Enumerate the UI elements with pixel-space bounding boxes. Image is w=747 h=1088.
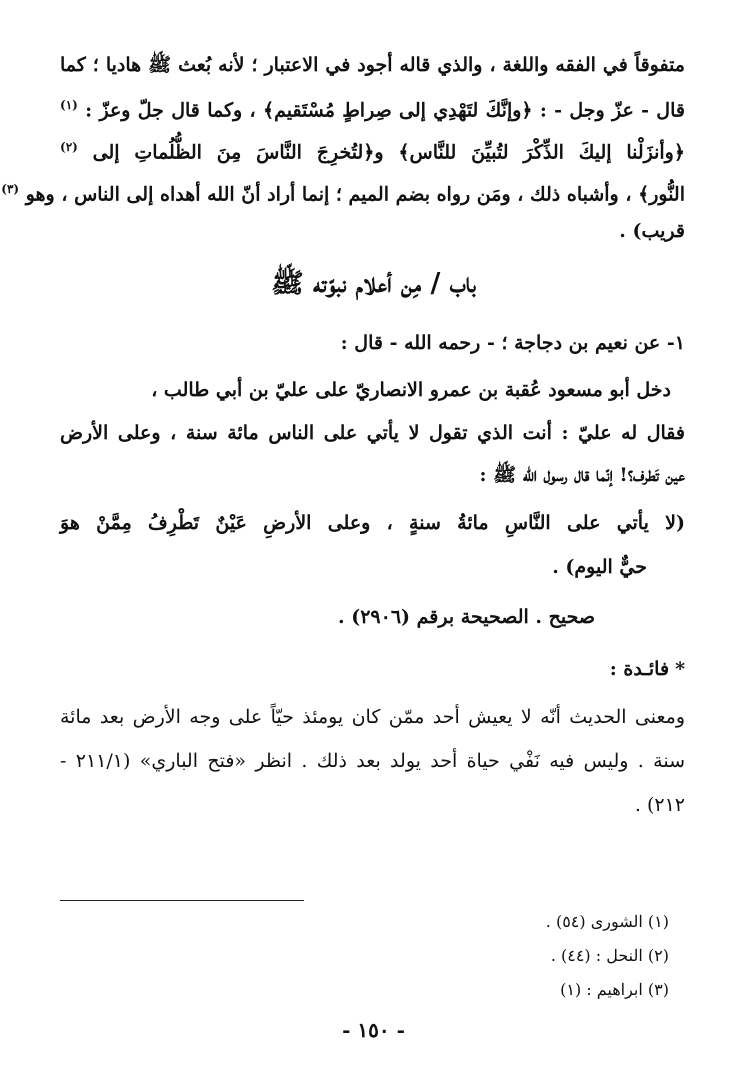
benefit-title [60, 654, 685, 684]
footnote-3: (٣) ابراهيم : (١) [560, 980, 669, 999]
footnote-divider [60, 900, 304, 901]
quote-line-2: حيٌّ اليوم) . [552, 556, 647, 578]
narration-line-1: دخل أبو مسعود عُقبة بن عمرو الانصاريّ على عليّ بن أبي طالب ، [151, 379, 671, 401]
narration-line-2: فقال له عليّ : أنت الذي تقول لا يأتي على الناس مائة سنة ، وعلى الأرض [60, 422, 685, 444]
footnote-mark-1: (١) [60, 98, 78, 112]
grading-line: صحيح . الصحيحة برقم (٢٩٠٦) . [337, 606, 595, 628]
narration-line-3: عين تَطرف؟! إنّما قال رسول الله ﷺ : [479, 464, 685, 486]
footnote-1: (١) الشورى (٥٤) . [545, 912, 669, 931]
benefit-line-1: ومعنى الحديث أنّه لا يعيش أحد ممّن كان يومئذ حيّاً على وجه الأرض بعد مائة [60, 706, 685, 728]
paragraph-line-1: متفوقاً في الفقه واللغة ، والذي قاله أجود في الاعتبار ؛ لأنه بُعث ﷺ هاديا ؛ كما [60, 54, 685, 76]
section-heading: باب / مِن أعلام نبوّته ﷺ [271, 268, 476, 299]
paragraph-line-3 [60, 132, 685, 167]
quote-line-1: (لا يأتي على النَّاسِ مائةُ سنةٍ ، وعلى الأرضِ عَيْنٌ تَطْرِفُ مِمَّنْ هوَ [60, 512, 685, 534]
paragraph-line-4 [1, 174, 685, 209]
benefit-title-text: فائـدة : [609, 658, 670, 680]
hadith-number-line: ١- عن نعيم بن دجاجة ؛ - رحمه الله - قال : [340, 332, 685, 354]
paragraph-line-4-text: النُّور﴾ ، وأشباه ذلك ، ومَن رواه بضم الميم ؛ إنما أراد أنّ الله أهداه إلى الناس ، وهو [25, 183, 685, 206]
paragraph-line-2 [60, 90, 685, 125]
star-icon: * [675, 658, 685, 680]
footnote-mark-2: (٢) [60, 140, 78, 154]
paragraph-line-2-text: قال - عزّ وجل - : ﴿وإنَّكَ لتَهْدِي إلى صِراطٍ مُسْتَقيم﴾ ، وكما قال جلّ وعزّ : [85, 99, 685, 122]
benefit-line-3: ٢١٢) . [634, 794, 685, 816]
benefit-line-2: سنة . وليس فيه نَفْي حياة أحد يولد بعد ذلك . انظر «فتح الباري» (٢١١/١ - [60, 750, 685, 772]
paragraph-line-5: قريب) . [619, 220, 685, 242]
paragraph-line-3-text: ﴿وأنزَلْنا إليكَ الذِّكْرَ لتُبيِّنَ للنَّاس﴾ و﴿لتُخرِجَ النَّاسَ مِنَ الظُّلُماتِ إلى [92, 141, 685, 164]
footnote-2: (٢) النحل : (٤٤) . [550, 946, 669, 965]
page-number: - ١٥٠ - [342, 1018, 405, 1042]
footnote-mark-3: (٣) [1, 182, 20, 196]
